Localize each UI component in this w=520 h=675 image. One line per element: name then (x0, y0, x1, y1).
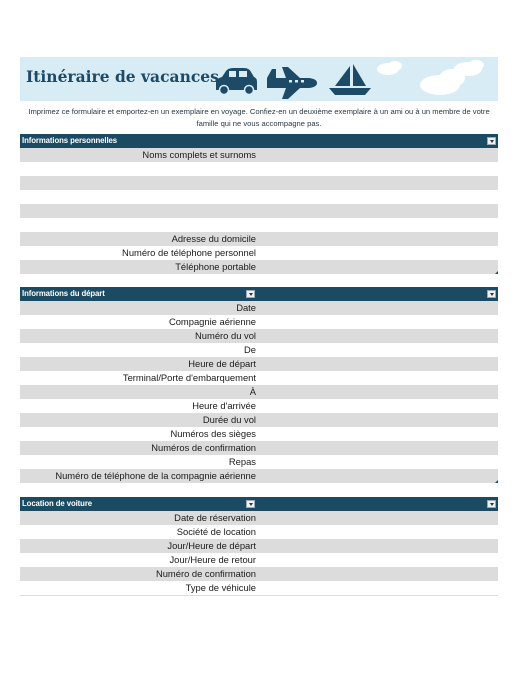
table-row[interactable] (20, 148, 498, 162)
filter-dropdown-icon[interactable] (246, 290, 255, 298)
intro-text (20, 106, 498, 130)
filter-dropdown-icon[interactable] (246, 500, 255, 508)
table-row[interactable] (20, 581, 498, 595)
departure-info-section (20, 287, 498, 483)
table-row[interactable] (20, 413, 498, 427)
field-label: À (249, 386, 256, 397)
field-label: Numéro de téléphone personnel (122, 247, 256, 258)
table-row[interactable] (20, 371, 498, 385)
filter-dropdown-icon[interactable] (487, 137, 496, 145)
field-label: Adresse du domicile (171, 233, 256, 244)
field-label: Terminal/Porte d'embarquement (122, 372, 256, 383)
field-label: Numéro de téléphone de la compagnie aérienne (55, 470, 256, 481)
table-row[interactable] (20, 301, 498, 315)
table-row[interactable] (20, 162, 498, 176)
section-header (20, 134, 498, 148)
car-icon (216, 68, 257, 95)
field-label: Numéro du vol (195, 330, 256, 341)
section-title: Informations du départ (22, 289, 105, 298)
table-row[interactable] (20, 539, 498, 553)
table-row[interactable] (20, 176, 498, 190)
table-row[interactable] (20, 218, 498, 232)
intro-line: famille qui ne vous accompagne pas. (196, 119, 322, 128)
header-banner (20, 57, 498, 101)
page-title: Itinéraire de vacances (26, 67, 219, 86)
table-row[interactable] (20, 232, 498, 246)
field-label: Heure de départ (188, 358, 256, 369)
field-label: Heure d'arrivée (192, 400, 256, 411)
field-label: Repas (228, 456, 256, 467)
table-row[interactable] (20, 455, 498, 469)
field-label: Téléphone portable (175, 261, 256, 272)
table-row[interactable] (20, 511, 498, 525)
field-label: Société de location (176, 526, 256, 537)
table-row[interactable] (20, 329, 498, 343)
table-row[interactable] (20, 260, 498, 274)
section-header (20, 497, 498, 511)
section-header (20, 287, 498, 301)
table-row[interactable] (20, 525, 498, 539)
field-label: Compagnie aérienne (168, 316, 256, 327)
sailboat-icon (329, 64, 371, 95)
table-row[interactable] (20, 441, 498, 455)
airplane-icon (267, 67, 317, 99)
field-label: Date (236, 302, 256, 313)
field-label: Numéro de confirmation (155, 568, 256, 579)
table-resize-handle[interactable] (495, 480, 498, 483)
field-label: Jour/Heure de départ (167, 540, 256, 551)
table-bottom-border (20, 595, 498, 596)
cloud-icon (377, 60, 484, 95)
field-label: Durée du vol (202, 414, 256, 425)
intro-line: Imprimez ce formulaire et emportez-en un exemplaire en voyage. Confiez-en un deuxième exemplaire à un ami ou à un membre de votre (28, 107, 490, 116)
field-label: Jour/Heure de retour (169, 554, 256, 565)
table-row[interactable] (20, 553, 498, 567)
field-label: Numéros de confirmation (151, 442, 256, 453)
travel-illustration (20, 57, 498, 101)
section-title: Location de voiture (22, 499, 93, 508)
car-rental-section (20, 497, 498, 596)
table-row[interactable] (20, 246, 498, 260)
personal-info-section (20, 134, 498, 274)
table-row[interactable] (20, 357, 498, 371)
table-row[interactable] (20, 315, 498, 329)
table-row[interactable] (20, 469, 498, 483)
table-row[interactable] (20, 343, 498, 357)
field-label: Date de réservation (174, 512, 256, 523)
table-row[interactable] (20, 399, 498, 413)
filter-dropdown-icon[interactable] (487, 290, 496, 298)
field-label: De (244, 344, 256, 355)
table-row[interactable] (20, 567, 498, 581)
filter-dropdown-icon[interactable] (487, 500, 496, 508)
field-label: Noms complets et surnoms (142, 149, 256, 160)
section-title: Informations personnelles (22, 136, 117, 145)
field-label: Numéros des sièges (170, 428, 256, 439)
field-label: Type de véhicule (185, 582, 256, 593)
table-row[interactable] (20, 204, 498, 218)
table-resize-handle[interactable] (495, 271, 498, 274)
table-row[interactable] (20, 385, 498, 399)
table-row[interactable] (20, 427, 498, 441)
table-row[interactable] (20, 190, 498, 204)
